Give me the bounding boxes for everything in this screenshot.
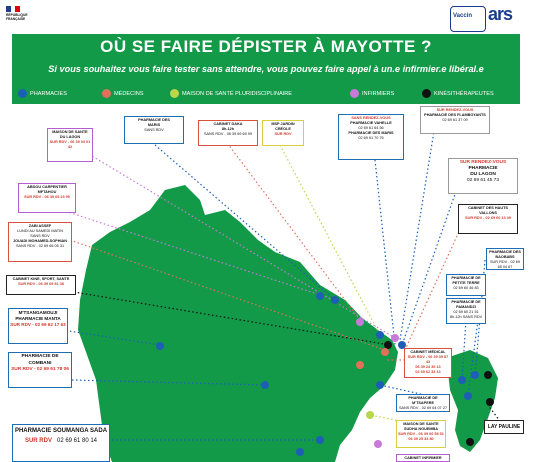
- page-subtitle: Si vous souhaitez vous faire tester sans attendre, vous pouvez faire appel à un.e infirmier.e libéral.e: [48, 64, 484, 74]
- box-abdou-carpentier: ABDOU CARPENTIER MFTAHOU SUR RDV - 06 39 69 23 99: [18, 183, 76, 213]
- box-lay-pauline: LAY PAULINE: [484, 420, 524, 434]
- box-pharmacie-combani: PHARMACIE DE COMBANI SUR RDV - 02 69 61 78 06: [8, 352, 72, 388]
- ars-label: ars: [488, 4, 513, 24]
- box-cabinet-infirmier: CABINET INFIRMIER: [396, 454, 450, 462]
- box-maison-sante-sudha: MAISON DE SANTE SUDHA NGUEMBA SUR RDV - 06 39 06 58 51 06 39 25 33 80: [396, 420, 446, 448]
- rf-line-1: RÉPUBLIQUE: [6, 13, 28, 17]
- legend-item-infirmiers: INFIRMIERS: [350, 89, 394, 98]
- box-mtsangamouji: M'TSANGAMOUJI PHARMACIE MANTA SUR RDV - 02 69 62 17 63: [8, 308, 68, 344]
- legend-item-kines: KINÉSITHÉRAPEUTES: [422, 89, 494, 98]
- box-maison-sante-lagon: MAISON DE SANTE DU LAGON SUR RDV - 06 39 03 01 42: [47, 128, 93, 162]
- box-cabinet-hauts-vallons: CABINET DES HAUTS VALLONS SUR RDV - 02 69 60 13 49: [458, 204, 518, 234]
- box-pharmacie-pamandzi: PHARMACIE DE PAMANDZI 02 69 60 21 51 8h-12h SANS RDV: [446, 298, 486, 324]
- box-sans-rdv-vahelle: SANS RENDEZ-VOUS PHARMACIE VAHELLE 02 69 61 64 56 PHARMACIE DES MARIS 02 69 61 70 76: [338, 114, 404, 160]
- box-pharmacie-baobabs: PHARMACIE DES BAOBABS SUR RDV - 02 69 65 04 67: [486, 248, 524, 270]
- legend-item-maison-sante: MAISON DE SANTÉ PLURIDISCIPLINAIRE: [170, 89, 292, 98]
- box-cabinet-kine-sport: CABINET KINE, SPORT, SANTE SUR RDV - 06 39 69 51 38: [6, 275, 76, 295]
- box-pharmacie-maris: PHARMACIE DES MARIS SANS RDV: [124, 116, 184, 144]
- grande-terre-island: [78, 185, 398, 462]
- box-zabi-assef: ZABI ASSEF LUNDI AU SAMEDI MATIN SANS RDV JOUADI MOHAMED-SOPHIAN SANS RDV - 02 69 66 05 31: [8, 222, 72, 262]
- box-cabinet-daka: CABINET DAKA 8h-12h SANS RDV - 06 39 69 69 99: [198, 120, 258, 146]
- box-pharmacie-flamboyants: SUR RENDEZ-VOUS PHARMACIE DES FLAMBOYANTS 02 69 61 37 09: [420, 106, 490, 134]
- box-pharmacie-petite-terre: PHARMACIE DE PETITE TERRE 02 69 60 46 83: [446, 274, 486, 296]
- box-pharmacie-soumanga: PHARMACIE SOUMANGA SADA SUR RDV 02 69 61 80 14: [12, 424, 110, 462]
- legend-item-pharmacies: PHARMACIES: [18, 89, 67, 98]
- box-cabinet-medical: CABINET MÉDICAL SUR RDV - 06 39 09 87 43 06 39 24 39 13 02 69 62 33 13: [404, 348, 452, 378]
- box-pharmacie-du-lagon: SUR RENDEZ-VOUS PHARMACIE DU LAGON 02 69 61 45 73: [448, 158, 518, 194]
- rf-line-2: FRANÇAISE: [6, 16, 26, 21]
- vaccin-label: Vaccin: [453, 13, 473, 19]
- legend-item-medecins: MÉDECINS: [102, 89, 144, 98]
- box-pharmacie-mtsapere: PHARMACIE DE M'TSAPERE SANS RDV - 02 69 64 07 27: [396, 394, 450, 412]
- box-msp-jardin-creole: MSP JARDIN CRÉOLE SUR RDV: [262, 120, 304, 146]
- page-title: OÙ SE FAIRE DÉPISTER À MAYOTTE ?: [100, 37, 432, 56]
